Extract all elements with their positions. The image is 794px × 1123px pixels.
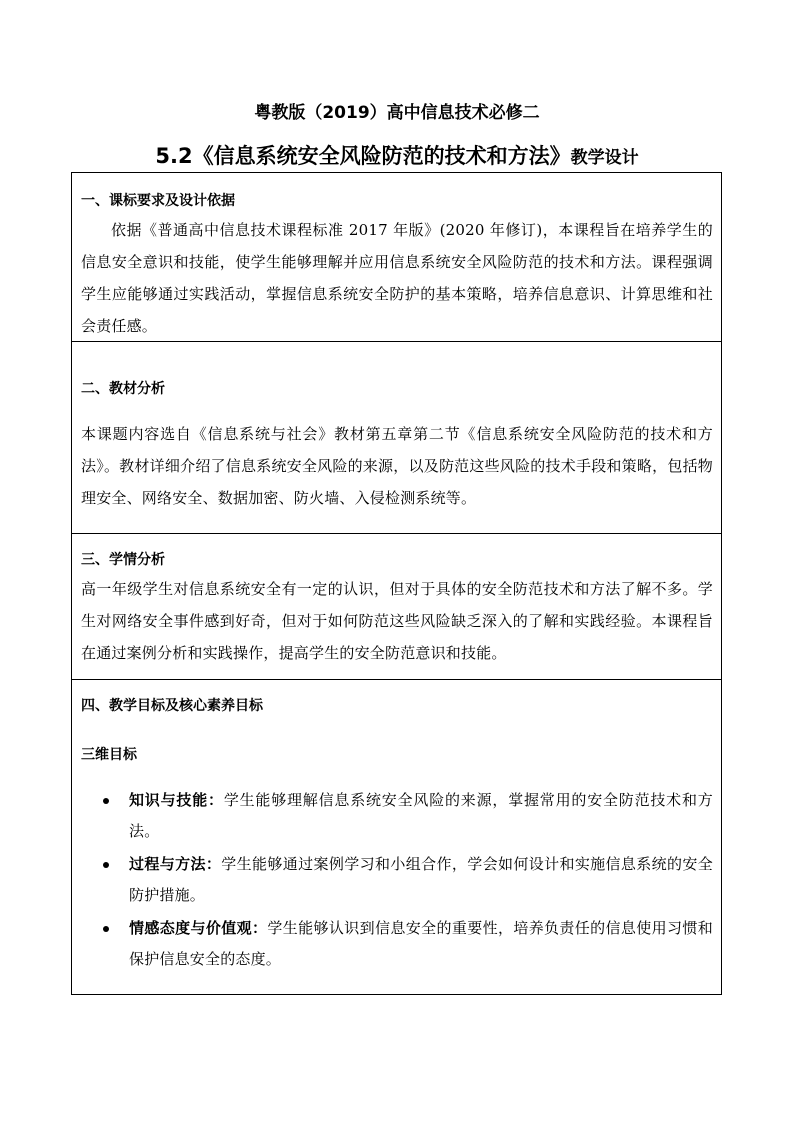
- lesson-title-suffix: 教学设计: [570, 148, 639, 168]
- bullet-icon: [103, 926, 109, 932]
- bullet-icon: [103, 862, 109, 868]
- lesson-title: [0, 141, 794, 173]
- section-body: 依据《普通高中信息技术课程标准 2017 年版》(2020 年修订)，本课程旨在培养学生的信息安全意识和技能，使学生能够理解并应用信息系统安全风险防范的技术和方法。课程强调学生应能够通过实践活动，掌握信息系统安全防护的基本策略，培养信息意识、计算思维和社会责任感。: [81, 221, 713, 335]
- goal-text: 学生能够理解信息系统安全风险的来源，掌握常用的安全防范技术和方法。: [129, 791, 713, 840]
- section-heading: 二、教材分析: [81, 381, 165, 397]
- section-body: 本课题内容选自《信息系统与社会》教材第五章第二节《信息系统安全风险防范的技术和方法》。教材详细介绍了信息系统安全风险的来源，以及防范这些风险的技术手段和策略，包括物理安全、网络安全、数据加密、防火墙、入侵检测系统等。: [81, 425, 713, 507]
- goal-separator: ：: [205, 855, 222, 873]
- goal-separator: ：: [251, 919, 268, 937]
- list-item: [72, 849, 721, 911]
- lesson-plan-table: [71, 172, 722, 995]
- list-item: [72, 785, 721, 847]
- bullet-icon: [103, 798, 109, 804]
- section-subheading: 三维目标: [81, 747, 137, 763]
- section-heading: 三、学情分析: [81, 552, 165, 568]
- goal-text: 学生能够认识到信息安全的重要性，培养负责任的信息使用习惯和保护信息安全的态度。: [129, 919, 713, 968]
- goal-label: 知识与技能: [129, 791, 208, 809]
- section-textbook-analysis: [72, 342, 721, 534]
- document-title: 粤教版（2019）高中信息技术必修二: [254, 103, 540, 123]
- goal-separator: ：: [208, 791, 224, 809]
- section-body: 高一年级学生对信息系统安全有一定的认识，但对于具体的安全防范技术和方法了解不多。学生对网络安全事件感到好奇，但对于如何防范这些风险缺乏深入的了解和实践经验。本课程旨在通过案例分析和实践操作，提高学生的安全防范意识和技能。: [81, 580, 713, 662]
- list-item: [72, 913, 721, 975]
- goal-label: 过程与方法: [129, 855, 206, 873]
- section-teaching-objectives: [72, 680, 721, 994]
- goal-label: 情感态度与价值观: [129, 919, 252, 937]
- lesson-title-main: 5.2《信息系统安全风险防范的技术和方法》: [155, 144, 571, 168]
- section-heading: 一、课标要求及设计依据: [81, 193, 235, 209]
- section-heading: 四、教学目标及核心素养目标: [81, 698, 263, 714]
- objectives-list: [72, 785, 721, 977]
- section-curriculum-requirements: [72, 173, 721, 342]
- section-learner-analysis: [72, 534, 721, 680]
- goal-text: 学生能够通过案例学习和小组合作，学会如何设计和实施信息系统的安全防护措施。: [129, 855, 713, 904]
